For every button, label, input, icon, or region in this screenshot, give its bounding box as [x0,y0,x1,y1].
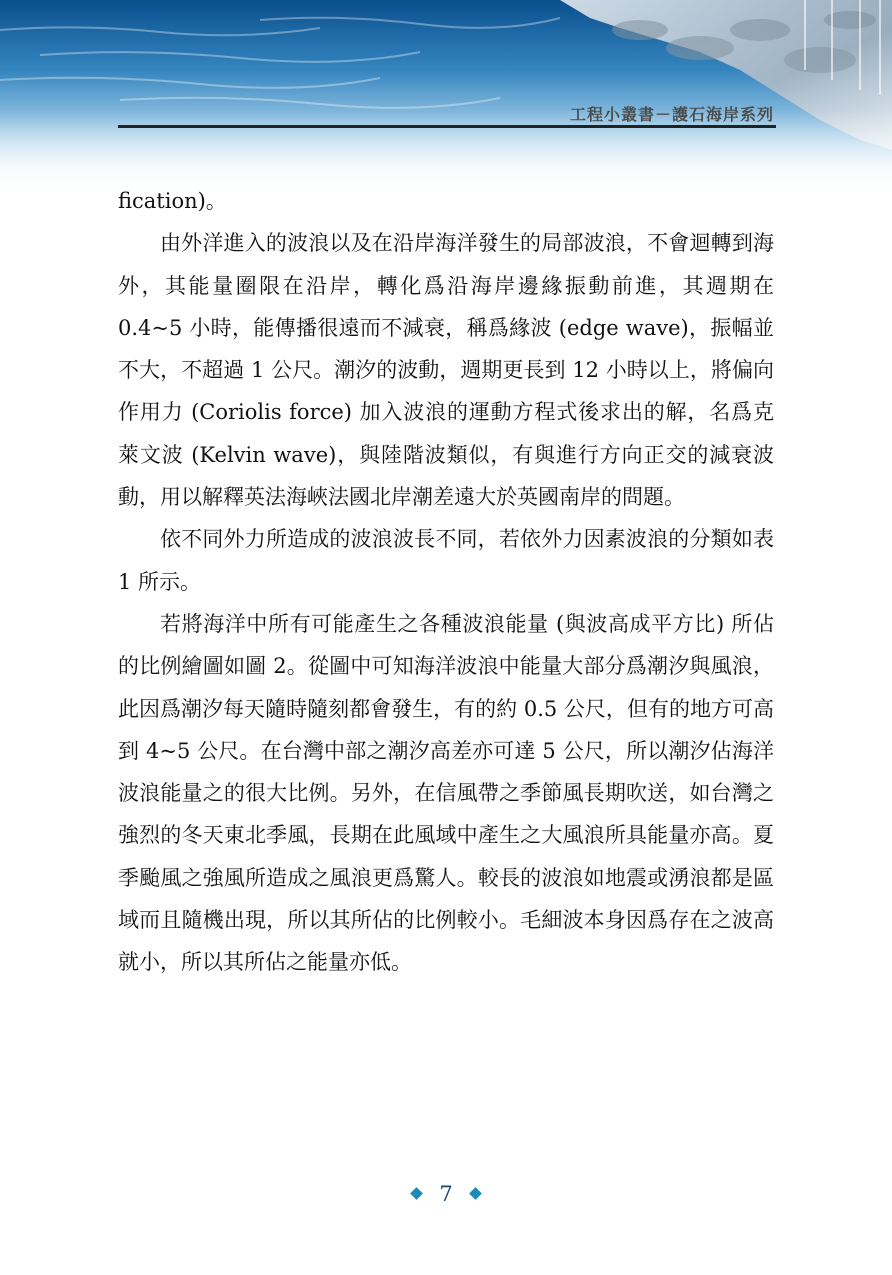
page-number: 7 [439,1182,453,1206]
body-text [118,180,774,984]
paragraph: fication)。 [118,189,227,213]
paragraph: 由外洋進入的波浪以及在沿岸海洋發生的局部波浪，不會迴轉到海外，其能量圈限在沿岸，轉化爲沿海岸邊緣振動前進，其週期在 0.4~5 小時，能傳播很遠而不減衰，稱爲緣波 (edge wave)，振幅並不大，不超過 1 公尺。潮汐的波動，週期更長到 12 小時以上，將偏向作用力 (Coriolis force) 加入波浪的運動方程式後求出的解，名爲克萊文波 (Kelvin wave)，與陸階波類似，有與進行方向正交的減衰波動，用以解釋英法海峽法國北岸潮差遠大於英國南岸的問題。 [118,231,774,510]
paragraph: 依不同外力所造成的波浪波長不同，若依外力因素波浪的分類如表 1 所示。 [118,527,774,594]
page-footer [0,1182,892,1206]
header-divider [118,125,776,128]
series-title: 工程小叢書－護石海岸系列 [569,105,774,124]
paragraph: 若將海洋中所有可能產生之各種波浪能量 (與波高成平方比) 所佔的比例繪圖如圖 2。從圖中可知海洋波浪中能量大部分爲潮汐與風浪，此因爲潮汐每天隨時隨刻都會發生，有的約 0.5 公尺，但有的地方可高到 4~5 公尺。在台灣中部之潮汐高差亦可達 5 公尺，所以潮汐佔海洋波浪能量之的很大比例。另外，在信風帶之季節風長期吹送，如台灣之強烈的冬天東北季風，長期在此風域中產生之大風浪所具能量亦高。夏季颱風之強風所造成之風浪更爲驚人。較長的波浪如地震或湧浪都是區域而且隨機出現，所以其所佔的比例較小。毛細波本身因爲存在之波高就小，所以其所佔之能量亦低。 [118,611,774,975]
diamond-left-icon [410,1187,423,1200]
diamond-right-icon [469,1187,482,1200]
header-sea-photo [0,0,892,200]
